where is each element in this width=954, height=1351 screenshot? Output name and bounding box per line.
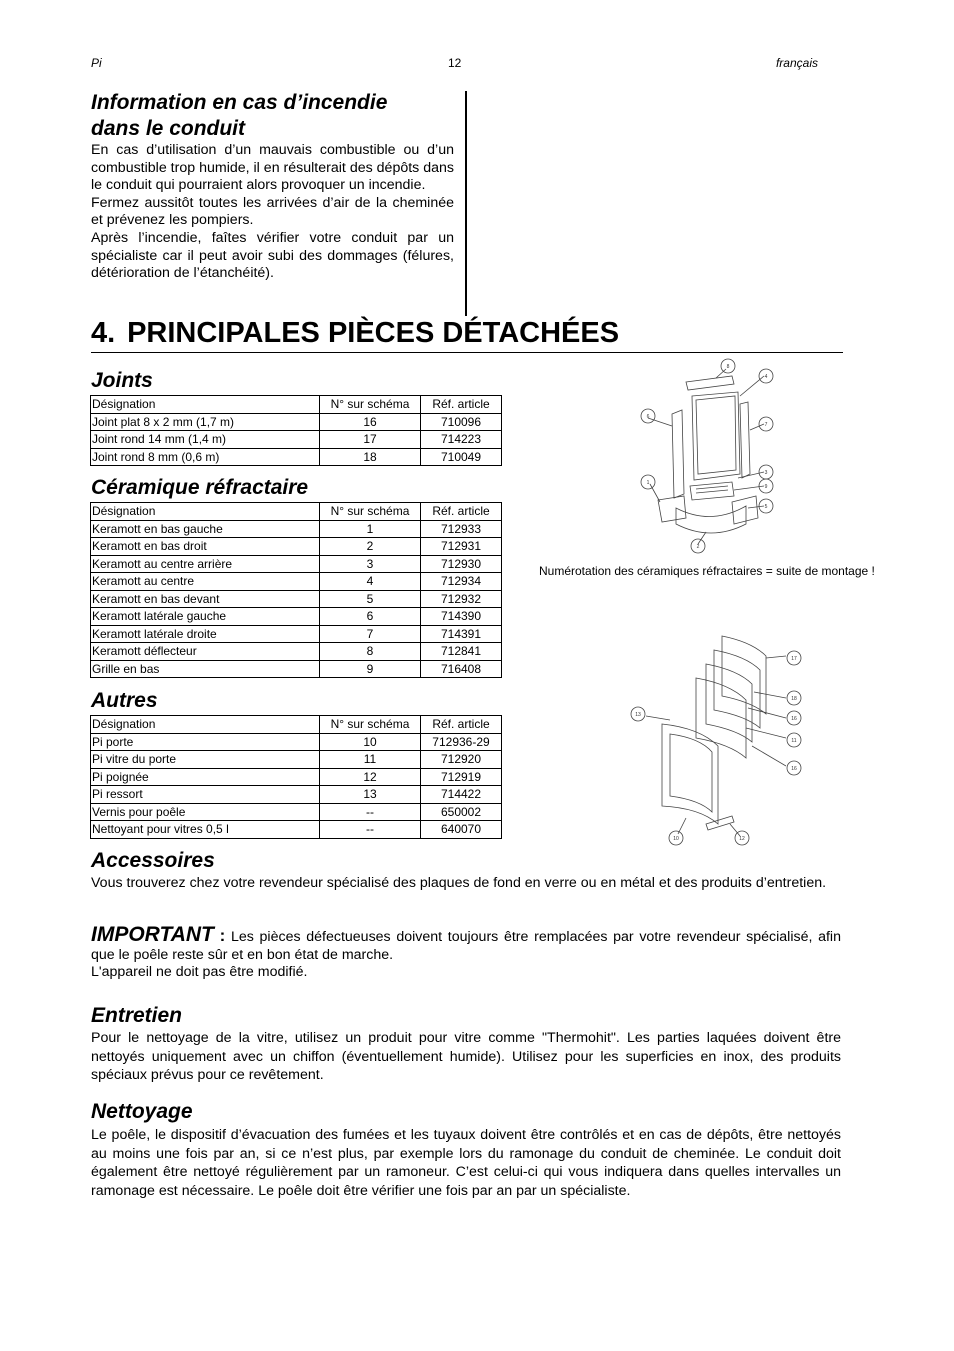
- autres-table: [90, 715, 502, 839]
- cell-schema-number: 16: [320, 413, 421, 431]
- column-header-ref: Réf. article: [421, 503, 502, 521]
- important-label: IMPORTANT: [91, 923, 214, 946]
- cell-schema-number: 9: [320, 660, 421, 678]
- table-row: [91, 751, 502, 769]
- section-number: 4.: [91, 317, 116, 349]
- section-title: [91, 314, 843, 353]
- callout-label: 16: [791, 765, 797, 772]
- ceramic-exploded-diagram: [636, 356, 784, 556]
- column-header-ref: Réf. article: [421, 716, 502, 734]
- cell-article-ref: 710096: [421, 413, 502, 431]
- callout-label: 8: [726, 363, 730, 370]
- table-row: [91, 768, 502, 786]
- cell-designation: Keramott latérale gauche: [91, 608, 320, 626]
- joints-table: [90, 395, 502, 466]
- table-row: [91, 625, 502, 643]
- cell-schema-number: --: [320, 803, 421, 821]
- callout-label: 16: [791, 715, 797, 722]
- cell-article-ref: 712841: [421, 643, 502, 661]
- entretien-title: Entretien: [91, 1004, 183, 1027]
- table-row: [91, 590, 502, 608]
- nettoyage-title: Nettoyage: [91, 1100, 193, 1123]
- ceramique-table: [90, 502, 502, 678]
- column-header-designation: Désignation: [91, 396, 320, 414]
- door-diagram-labels: [631, 651, 801, 845]
- cell-schema-number: 1: [320, 520, 421, 538]
- column-header-schema: N° sur schéma: [320, 503, 421, 521]
- callout-label: 4: [764, 373, 768, 380]
- joints-title: Joints: [91, 369, 153, 392]
- header-language: français: [775, 56, 818, 70]
- table-row: [91, 538, 502, 556]
- cell-designation: Joint rond 8 mm (0,6 m): [91, 448, 320, 466]
- cell-designation: Pi vitre du porte: [91, 751, 320, 769]
- cell-article-ref: 710049: [421, 448, 502, 466]
- callout-label: 3: [764, 469, 768, 476]
- ceramic-diagram-caption: Numérotation des céramiques réfractaires = suite de montage !: [539, 564, 875, 578]
- callout-label: 1: [646, 479, 650, 486]
- cell-schema-number: 4: [320, 573, 421, 591]
- cell-designation: Nettoyant pour vitres 0,5 l: [91, 821, 320, 839]
- cell-article-ref: 640070: [421, 821, 502, 839]
- table-header-row: [91, 396, 502, 414]
- cell-schema-number: 7: [320, 625, 421, 643]
- fire-paragraph-3: Après l’incendie, faîtes vérifier votre conduit par un spécialiste car il peut avoir subi des dommages (félures, détérioration de l’étanchéité).: [91, 229, 454, 282]
- cell-article-ref: 712934: [421, 573, 502, 591]
- table-row: [91, 520, 502, 538]
- table-header-row: [91, 716, 502, 734]
- cell-designation: Keramott en bas devant: [91, 590, 320, 608]
- cell-article-ref: 714223: [421, 431, 502, 449]
- cell-designation: Pi porte: [91, 733, 320, 751]
- cell-schema-number: 12: [320, 768, 421, 786]
- entretien-text: Pour le nettoyage de la vitre, utilisez un produit pour vitre comme "Thermohit". Les parties laquées doivent être nettoyés uniquement avec un chiffon (éventuellement humide). Utilisez pour les superficies en inox, des produits spéciaux prévus pour ce revêtement.: [91, 1030, 841, 1083]
- fire-info-block: [91, 90, 454, 283]
- cell-schema-number: 17: [320, 431, 421, 449]
- autres-title: Autres: [91, 689, 158, 712]
- cell-designation: Joint plat 8 x 2 mm (1,7 m): [91, 413, 320, 431]
- door-exploded-diagram: [626, 628, 812, 852]
- table-row: [91, 821, 502, 839]
- column-header-designation: Désignation: [91, 716, 320, 734]
- table-header-row: [91, 503, 502, 521]
- cell-schema-number: 10: [320, 733, 421, 751]
- cell-designation: Pi poignée: [91, 768, 320, 786]
- table-row: [91, 660, 502, 678]
- cell-article-ref: 712933: [421, 520, 502, 538]
- joints-table-body: [91, 396, 502, 466]
- cell-article-ref: 650002: [421, 803, 502, 821]
- table-row: [91, 786, 502, 804]
- cell-article-ref: 712919: [421, 768, 502, 786]
- callout-label: 17: [791, 655, 797, 662]
- cell-article-ref: 714391: [421, 625, 502, 643]
- important-text-2: L'appareil ne doit pas être modifié.: [91, 964, 308, 980]
- callout-label: 10: [673, 835, 679, 842]
- callout-label: 6: [646, 413, 650, 420]
- column-header-designation: Désignation: [91, 503, 320, 521]
- accessoires-text: Vous trouverez chez votre revendeur spécialisé des plaques de fond en verre ou en métal et des produits d’entretien.: [91, 875, 827, 891]
- callout-label: 2: [696, 543, 700, 550]
- ceramique-table-body: [91, 503, 502, 678]
- table-row: [91, 448, 502, 466]
- cell-article-ref: 712930: [421, 555, 502, 573]
- cell-designation: Grille en bas: [91, 660, 320, 678]
- entretien-text-block: [91, 1029, 841, 1085]
- table-row: [91, 803, 502, 821]
- autres-table-body: [91, 716, 502, 839]
- column-header-ref: Réf. article: [421, 396, 502, 414]
- ceramique-title: Céramique réfractaire: [91, 476, 309, 499]
- nettoyage-text-block: [91, 1126, 841, 1200]
- header-left: Pi: [91, 56, 102, 70]
- cell-schema-number: --: [320, 821, 421, 839]
- cell-article-ref: 712920: [421, 751, 502, 769]
- table-row: [91, 555, 502, 573]
- section-title-text: PRINCIPALES PIÈCES DÉTACHÉES: [127, 317, 620, 349]
- page-number: 12: [448, 56, 462, 70]
- cell-schema-number: 8: [320, 643, 421, 661]
- nettoyage-text: Le poêle, le dispositif d’évacuation des fumées et les tuyaux doivent être contrôlés et en cas de dépôts, être nettoyés au moins une fois par an, si ce n’est plus, par exemple lors du ramonage du conduit de cheminée. Le conduit doit également être nettoyé régulièrement par un ramoneur. C’est celui-ci qui vous indiquera dans quelles intervalles un ramonage est nécessaire. Le poêle doit être vérifier une fois par an par un spécialiste.: [91, 1127, 841, 1199]
- cell-schema-number: 18: [320, 448, 421, 466]
- vertical-divider: [465, 91, 467, 316]
- callout-label: 7: [764, 421, 768, 428]
- table-row: [91, 413, 502, 431]
- cell-article-ref: 712932: [421, 590, 502, 608]
- cell-schema-number: 13: [320, 786, 421, 804]
- ceramic-diagram-labels: [641, 359, 773, 553]
- cell-designation: Pi ressort: [91, 786, 320, 804]
- cell-designation: Keramott en bas gauche: [91, 520, 320, 538]
- table-row: [91, 573, 502, 591]
- column-header-schema: N° sur schéma: [320, 716, 421, 734]
- accessoires-title: Accessoires: [91, 849, 215, 872]
- accessoires-text-block: [91, 875, 841, 893]
- fire-title-line2: dans le conduit: [91, 117, 246, 140]
- table-row: [91, 643, 502, 661]
- callout-label: 9: [764, 483, 768, 490]
- cell-schema-number: 5: [320, 590, 421, 608]
- cell-schema-number: 11: [320, 751, 421, 769]
- table-row: [91, 608, 502, 626]
- callout-label: 12: [739, 835, 745, 842]
- fire-paragraph-2: Fermez aussitôt toutes les arrivées d’air de la cheminée et prévenez les pompiers.: [91, 194, 454, 229]
- cell-designation: Keramott latérale droite: [91, 625, 320, 643]
- callout-label: 13: [635, 711, 641, 718]
- fire-paragraph-1: En cas d’utilisation d’un mauvais combustible ou d’un combustible trop humide, il en résulterait des dépôts dans le conduit qui pourraient alors provoquer un incendie.: [91, 142, 454, 194]
- column-header-schema: N° sur schéma: [320, 396, 421, 414]
- cell-schema-number: 3: [320, 555, 421, 573]
- cell-designation: Keramott au centre: [91, 573, 320, 591]
- cell-schema-number: 6: [320, 608, 421, 626]
- important-block: [91, 923, 841, 982]
- important-colon: :: [219, 926, 226, 945]
- cell-article-ref: 712931: [421, 538, 502, 556]
- cell-article-ref: 714422: [421, 786, 502, 804]
- cell-designation: Keramott en bas droit: [91, 538, 320, 556]
- cell-article-ref: 712936-29: [421, 733, 502, 751]
- cell-designation: Keramott déflecteur: [91, 643, 320, 661]
- cell-article-ref: 716408: [421, 660, 502, 678]
- cell-schema-number: 2: [320, 538, 421, 556]
- callout-label: 18: [791, 695, 797, 702]
- cell-designation: Joint rond 14 mm (1,4 m): [91, 431, 320, 449]
- table-row: [91, 733, 502, 751]
- cell-article-ref: 714390: [421, 608, 502, 626]
- cell-designation: Vernis pour poêle: [91, 803, 320, 821]
- fire-title-line1: Information en cas d’incendie: [91, 91, 388, 114]
- callout-label: 11: [791, 737, 797, 744]
- callout-label: 5: [764, 503, 768, 510]
- cell-designation: Keramott au centre arrière: [91, 555, 320, 573]
- important-paragraph: [91, 923, 841, 964]
- important-text: Les pièces défectueuses doivent toujours être remplacées par votre revendeur spécialisé, afin que le poêle reste sûr et en bon état de marche.: [91, 929, 841, 963]
- table-row: [91, 431, 502, 449]
